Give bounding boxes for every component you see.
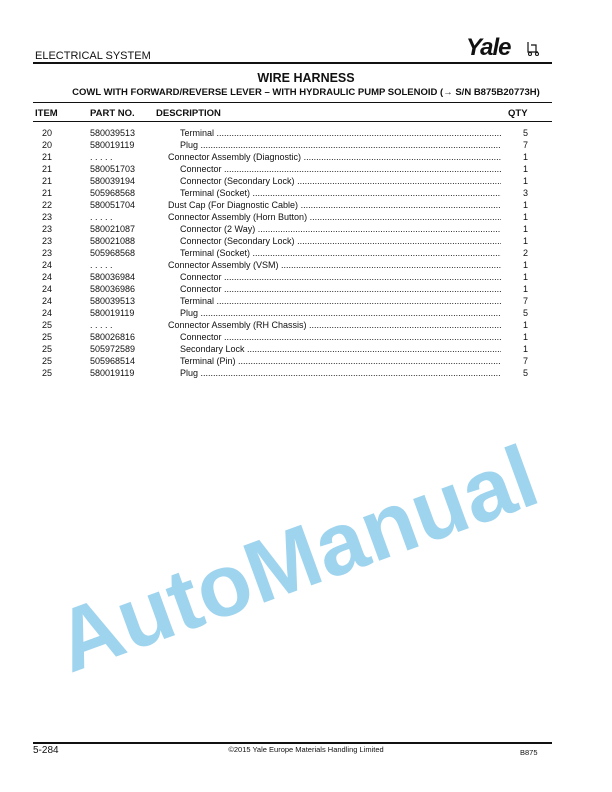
column-header-part: PART NO. [90,108,135,119]
description: Plug ..... [180,139,501,151]
item-number: 23 [42,236,53,246]
quantity: 1 [522,212,528,222]
description: Terminal ..... [180,295,501,307]
watermark: AutoManual [42,425,550,692]
item-number: 21 [42,152,53,162]
table-row [0,367,612,379]
quantity: 1 [522,320,528,330]
item-number: 23 [42,248,53,258]
quantity: 1 [522,260,528,270]
description: Connector ..... [180,271,501,283]
table-row [0,151,612,163]
table-row [0,283,612,295]
quantity: 1 [522,152,528,162]
table-row [0,307,612,319]
item-number: 24 [42,260,53,270]
description: Terminal (Pin) ..... [180,355,501,367]
part-number: 580039513 [90,296,136,306]
table-row [0,331,612,343]
part-number: . . . . . [90,260,113,270]
quantity: 7 [522,140,528,150]
part-number: . . . . . [90,152,113,162]
part-number: 580019119 [90,140,135,150]
part-number: 580019119 [90,308,135,318]
part-number: 580019119 [90,368,135,378]
part-number: 580039194 [90,176,136,186]
description: Connector Assembly (VSM) ..... [168,259,501,271]
description: Plug ..... [180,307,501,319]
part-number: 580021087 [90,224,136,234]
quantity: 7 [522,356,528,366]
forklift-icon [526,40,542,56]
item-number: 25 [42,356,53,366]
yale-logo: Yale [466,34,511,61]
table-row [0,199,612,211]
description: Connector Assembly (RH Chassis) ..... [168,319,501,331]
item-number: 24 [42,296,53,306]
item-number: 22 [42,200,53,210]
table-row [0,355,612,367]
description: Dust Cap (For Diagnostic Cable) ..... [168,199,501,211]
item-number: 24 [42,272,53,282]
part-number: 580039513 [90,128,136,138]
part-number: 580036984 [90,272,136,282]
table-row [0,223,612,235]
page-title: WIRE HARNESS [257,71,355,85]
part-number: 505968514 [90,356,136,366]
quantity: 1 [522,224,528,234]
quantity: 1 [522,284,528,294]
item-number: 25 [42,320,53,330]
section-title: ELECTRICAL SYSTEM [35,50,151,62]
model-code: B875 [520,748,538,757]
column-header-description: DESCRIPTION [156,108,221,119]
quantity: 5 [522,368,528,378]
column-header-rule [33,121,552,122]
description: Connector ..... [180,331,501,343]
table-row [0,343,612,355]
table-row [0,127,612,139]
table-row [0,175,612,187]
column-header-qty: QTY [508,108,528,119]
part-number: 580051703 [90,164,136,174]
header-rule [33,62,552,64]
quantity: 2 [522,248,528,258]
description: Connector Assembly (Diagnostic) ..... [168,151,501,163]
description: Connector ..... [180,163,501,175]
item-number: 25 [42,332,53,342]
description: Terminal ..... [180,127,501,139]
quantity: 1 [522,272,528,282]
footer-rule [33,742,552,744]
table-row [0,187,612,199]
item-number: 21 [42,188,53,198]
item-number: 25 [42,344,53,354]
item-number: 20 [42,140,53,150]
part-number: 580021088 [90,236,136,246]
quantity: 1 [522,236,528,246]
page-subtitle: COWL WITH FORWARD/REVERSE LEVER – WITH HYDRAULIC PUMP SOLENOID (→ S/N B875B20773H) [72,87,540,98]
quantity: 5 [522,128,528,138]
quantity: 1 [522,164,528,174]
table-row [0,319,612,331]
description: Connector (2 Way) ..... [180,223,501,235]
part-number: 505968568 [90,248,136,258]
quantity: 5 [522,308,528,318]
table-row [0,139,612,151]
table-row [0,247,612,259]
quantity: 1 [522,200,528,210]
part-number: . . . . . [90,320,113,330]
item-number: 21 [42,176,53,186]
item-number: 20 [42,128,53,138]
part-number: 580026816 [90,332,136,342]
description: Plug ..... [180,367,501,379]
table-row [0,235,612,247]
quantity: 1 [522,176,528,186]
table-row [0,211,612,223]
column-header-item: ITEM [35,108,58,119]
item-number: 21 [42,164,53,174]
quantity: 1 [522,332,528,342]
description: Connector Assembly (Horn Button) ..... [168,211,501,223]
part-number: 580051704 [90,200,136,210]
part-number: 505968568 [90,188,136,198]
table-row [0,163,612,175]
title-rule [33,102,552,103]
part-number: 580036986 [90,284,136,294]
table-row [0,271,612,283]
quantity: 1 [522,344,528,354]
description: Connector ..... [180,283,501,295]
part-number: 505972589 [90,344,136,354]
item-number: 24 [42,284,53,294]
part-number: . . . . . [90,212,113,222]
copyright: ©2015 Yale Europe Materials Handling Limited [228,745,384,754]
item-number: 23 [42,224,53,234]
item-number: 24 [42,308,53,318]
description: Connector (Secondary Lock) ..... [180,235,501,247]
page-number: 5-284 [33,745,59,756]
item-number: 23 [42,212,53,222]
item-number: 25 [42,368,53,378]
description: Connector (Secondary Lock) ..... [180,175,501,187]
table-row [0,295,612,307]
description: Terminal (Socket) ..... [180,187,501,199]
quantity: 7 [522,296,528,306]
table-row [0,259,612,271]
description: Secondary Lock ..... [180,343,501,355]
quantity: 3 [522,188,528,198]
description: Terminal (Socket) ..... [180,247,501,259]
